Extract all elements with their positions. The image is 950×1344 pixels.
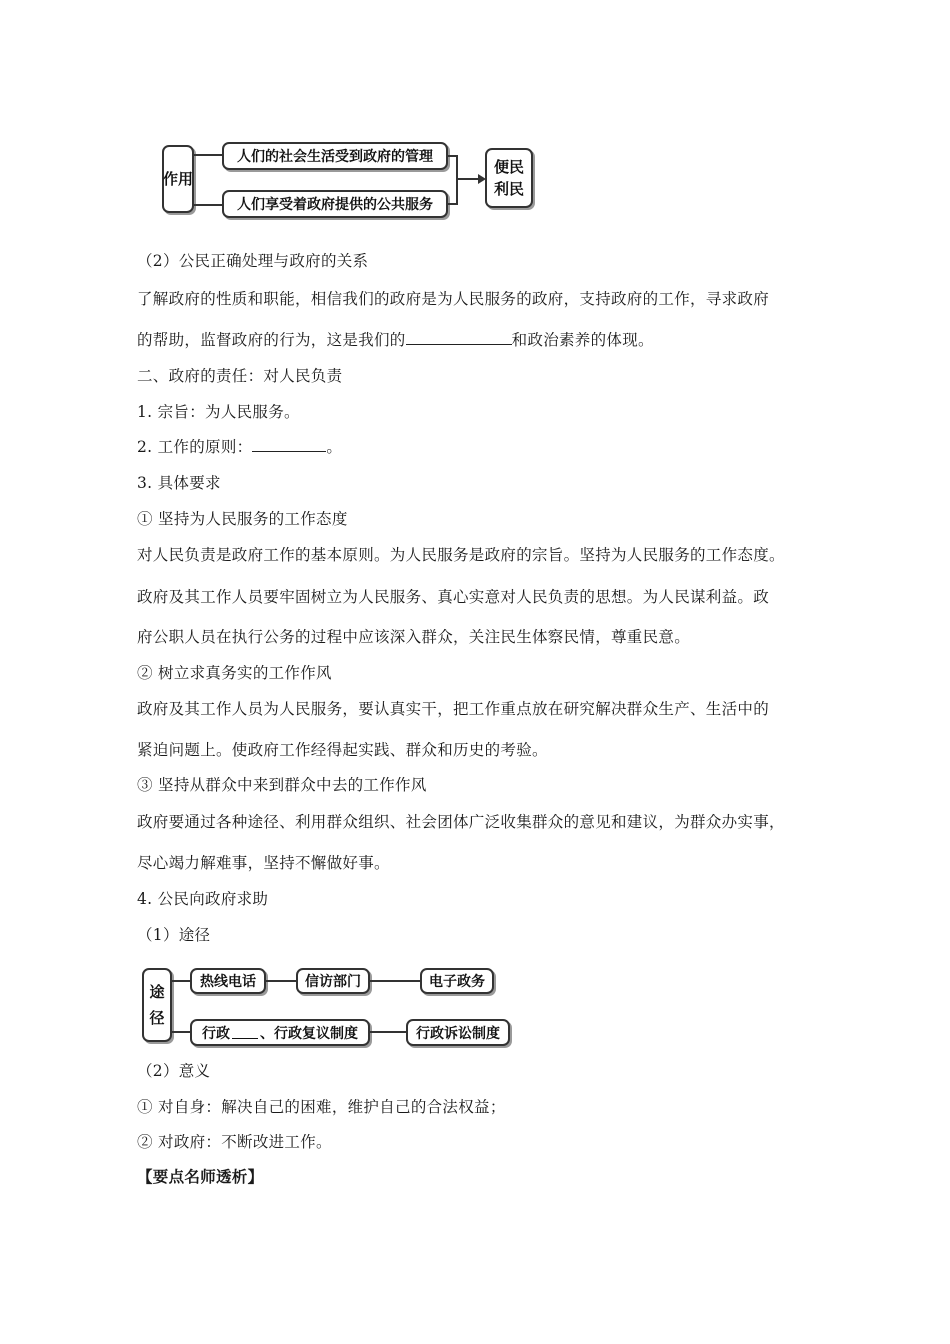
channel-box: [420, 968, 494, 994]
requirement-title: ① 坚持为人民服务的工作态度: [137, 510, 348, 528]
channel-box: [190, 1019, 370, 1046]
channel-box-text: 热线电话: [200, 974, 256, 990]
diagram-role-result: [485, 148, 533, 208]
diagram-role-top-item: [222, 142, 448, 170]
sub-heading: （2）意义: [137, 1062, 211, 1080]
channel-box-text: 、行政复议制度: [260, 1025, 358, 1042]
channel-box-text: 行政诉讼制度: [416, 1025, 500, 1042]
connector-line: [370, 1031, 406, 1033]
channel-box: [296, 968, 370, 994]
paragraph-line: 尽心竭力解难事，坚持不懈做好事。: [137, 854, 390, 872]
paragraph-line: [137, 330, 654, 350]
meaning-item: ① 对自身：解决自己的困难，维护自己的合法权益；: [137, 1098, 506, 1116]
paragraph-line: 对人民负责是政府工作的基本原则。为人民服务是政府的宗旨。坚持为人民服务的工作态度。: [137, 546, 785, 564]
diagram-role-top-item-text: 人们的社会生活受到政府的管理: [237, 149, 433, 165]
diagram-channels-label: [142, 968, 172, 1042]
diagram-channels-label-text: 途径: [149, 983, 165, 1027]
diagram-role-result-text: 便民利民: [493, 158, 524, 198]
list-item-text: 。: [326, 438, 343, 456]
connector-line: [266, 980, 296, 982]
paragraph-line: 政府及其工作人员为人民服务，要认真实干，把工作重点放在研究解决群众生产、生活中的: [137, 700, 770, 718]
list-item: [137, 437, 342, 457]
sub-heading: （1）途径: [137, 926, 211, 944]
list-item-text: 2. 工作的原则：: [137, 438, 253, 456]
diagram-role-bottom-item: [222, 190, 448, 218]
diagram-role-bottom-item-text: 人们享受着政府提供的公共服务: [237, 197, 433, 213]
paragraph-line: 府公职人员在执行公务的过程中应该深入群众，关注民生体察民情，尊重民意。: [137, 628, 691, 646]
list-item: 1. 宗旨：为人民服务。: [137, 403, 300, 421]
requirement-title: ③ 坚持从群众中来到群众中去的工作作风: [137, 776, 427, 794]
connector-line: [194, 204, 222, 206]
diagram-role-label: [162, 145, 194, 213]
channel-box: [406, 1019, 510, 1046]
paragraph-line: 了解政府的性质和职能，相信我们的政府是为人民服务的政府，支持政府的工作，寻求政府: [137, 290, 770, 308]
connector-line: [370, 980, 420, 982]
list-item: 4. 公民向政府求助: [137, 890, 269, 908]
heading-government-responsibility: 二、政府的责任：对人民负责: [137, 367, 343, 385]
arrow-right-icon: [456, 172, 486, 186]
fill-in-blank[interactable]: [232, 1026, 258, 1039]
paragraph-text: 的帮助，监督政府的行为，这是我们的: [137, 331, 406, 349]
paragraph-text: 和政治素养的体现。: [511, 331, 654, 349]
heading-citizen-relation: （2）公民正确处理与政府的关系: [137, 252, 369, 270]
meaning-item: ② 对政府：不断改进工作。: [137, 1133, 332, 1151]
fill-in-blank[interactable]: [406, 330, 512, 345]
connector-line: [172, 1031, 190, 1033]
channel-box-text: 行政: [202, 1025, 230, 1042]
channel-box-text: 信访部门: [305, 974, 361, 990]
diagram-role-label-text: 作用: [163, 170, 194, 188]
paragraph-line: 政府要通过各种途径、利用群众组织、社会团体广泛收集群众的意见和建议，为群众办实事，: [137, 813, 785, 831]
connector-line: [172, 980, 190, 982]
paragraph-line: 紧迫问题上。使政府工作经得起实践、群众和历史的考验。: [137, 741, 548, 759]
fill-in-blank[interactable]: [252, 437, 326, 452]
channel-box-text: 电子政务: [429, 974, 485, 990]
connector-line: [194, 154, 222, 156]
list-item: 3. 具体要求: [137, 474, 221, 492]
paragraph-line: 政府及其工作人员要牢固树立为人民服务、真心实意对人民负责的思想。为人民谋利益。政: [137, 588, 770, 606]
analysis-heading: 【要点名师透析】: [137, 1168, 264, 1186]
channel-box: [190, 968, 266, 994]
requirement-title: ② 树立求真务实的工作作风: [137, 664, 332, 682]
